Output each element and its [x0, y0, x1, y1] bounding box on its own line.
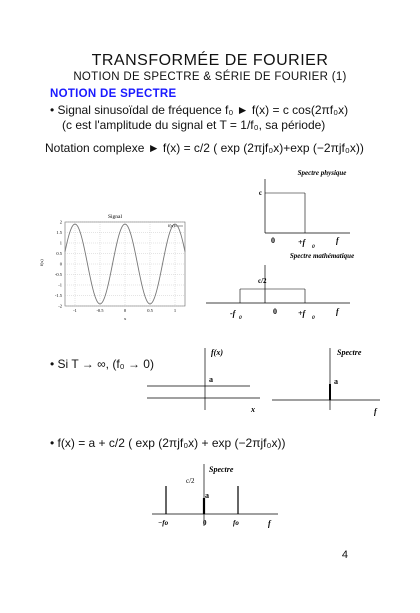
bullet-limit: • Si T → ∞, (f₀ → 0)	[50, 357, 154, 371]
limit-spectrum-faxis: f	[374, 407, 377, 416]
signal-ytick: -1	[58, 282, 62, 288]
limit-time-xlabel: x	[251, 405, 255, 414]
signal-ytick: -0.5	[54, 272, 62, 277]
physical-spectrum-f0-sub: 0	[312, 244, 315, 250]
limit-time-ylabel: f(x)	[211, 348, 223, 357]
signal-xtick: 0	[123, 308, 127, 313]
signal-xtick: 0.5	[147, 308, 153, 313]
limit-spectrum-diagram	[270, 340, 385, 420]
signal-ytick: 1	[59, 240, 62, 246]
series-spectrum-faxis: f	[268, 519, 271, 528]
limit-spectrum-title: Spectre	[337, 348, 362, 357]
signal-plot	[35, 210, 195, 325]
physical-spectrum-c: c	[258, 189, 262, 197]
limit-spectrum-a: a	[334, 377, 338, 386]
page-title: TRANSFORMÉE DE FOURIER	[91, 52, 329, 69]
signal-ytick: 1.5	[56, 230, 62, 235]
math-spectrum-neg-f0: -f	[230, 309, 236, 318]
math-spectrum-c2: c/2	[258, 277, 267, 285]
physical-spectrum-title: Spectre physique	[297, 169, 347, 177]
physical-spectrum-faxis: f	[336, 236, 339, 245]
math-spectrum-faxis: f	[336, 307, 339, 316]
bullet-sinusoid-line1: • Signal sinusoïdal de fréquence f₀ ► f(x) = c cos(2πf₀x)	[50, 103, 349, 117]
signal-ytick: -2	[58, 303, 62, 309]
signal-ylabel: f(x)	[39, 259, 44, 266]
physical-spectrum-diagram	[240, 165, 370, 250]
page-subtitle: NOTION DE SPECTRE & SÉRIE DE FOURIER (1)	[73, 71, 347, 83]
signal-ytick: 0.5	[56, 251, 62, 256]
signal-ytick: 2	[59, 219, 62, 225]
math-spectrum-f0-sub: 0	[312, 315, 315, 321]
signal-legend: f(x)	[168, 223, 175, 228]
limit-time-a: a	[209, 375, 213, 384]
section-heading: NOTION DE SPECTRE	[50, 88, 177, 100]
page-number: 4	[341, 549, 348, 561]
physical-spectrum-zero: 0	[271, 236, 275, 245]
series-spectrum-c2: c/2	[186, 477, 195, 485]
physical-spectrum-f0: +f	[298, 238, 306, 247]
signal-xtick: 1	[173, 308, 177, 313]
math-spectrum-zero: 0	[273, 307, 277, 316]
series-spectrum-diagram	[148, 458, 288, 534]
signal-xtick: -0.5	[96, 308, 104, 313]
math-spectrum-neg-f0-sub: 0	[239, 315, 242, 321]
series-spectrum-neg-f0: −fo	[158, 519, 169, 527]
bullet-sinusoid-line2: (c est l'amplitude du signal et T = 1/f₀, sa période)	[62, 118, 326, 132]
signal-ytick: 0	[59, 261, 62, 267]
bullet-series: • f(x) = a + c/2 ( exp (2πjf₀x) + exp (−2πjf₀x))	[50, 436, 286, 450]
series-spectrum-a: a	[205, 491, 209, 500]
series-spectrum-f0: fo	[233, 519, 239, 527]
series-spectrum-title: Spectre	[209, 465, 234, 474]
signal-ytick: -1.5	[54, 293, 62, 298]
signal-plot-title: Signal	[107, 214, 123, 220]
signal-xlabel: x	[124, 316, 127, 321]
math-spectrum-f0: +f	[298, 309, 306, 318]
complex-notation: Notation complexe ► f(x) = c/2 ( exp (2πjf₀x)+exp (−2πjf₀x))	[45, 141, 364, 155]
math-spectrum-diagram	[200, 245, 390, 325]
series-spectrum-zero: 0	[203, 519, 207, 527]
math-spectrum-title: Spectre mathématique	[289, 252, 355, 260]
signal-xtick: -1	[73, 308, 77, 313]
limit-time-diagram	[145, 340, 265, 420]
